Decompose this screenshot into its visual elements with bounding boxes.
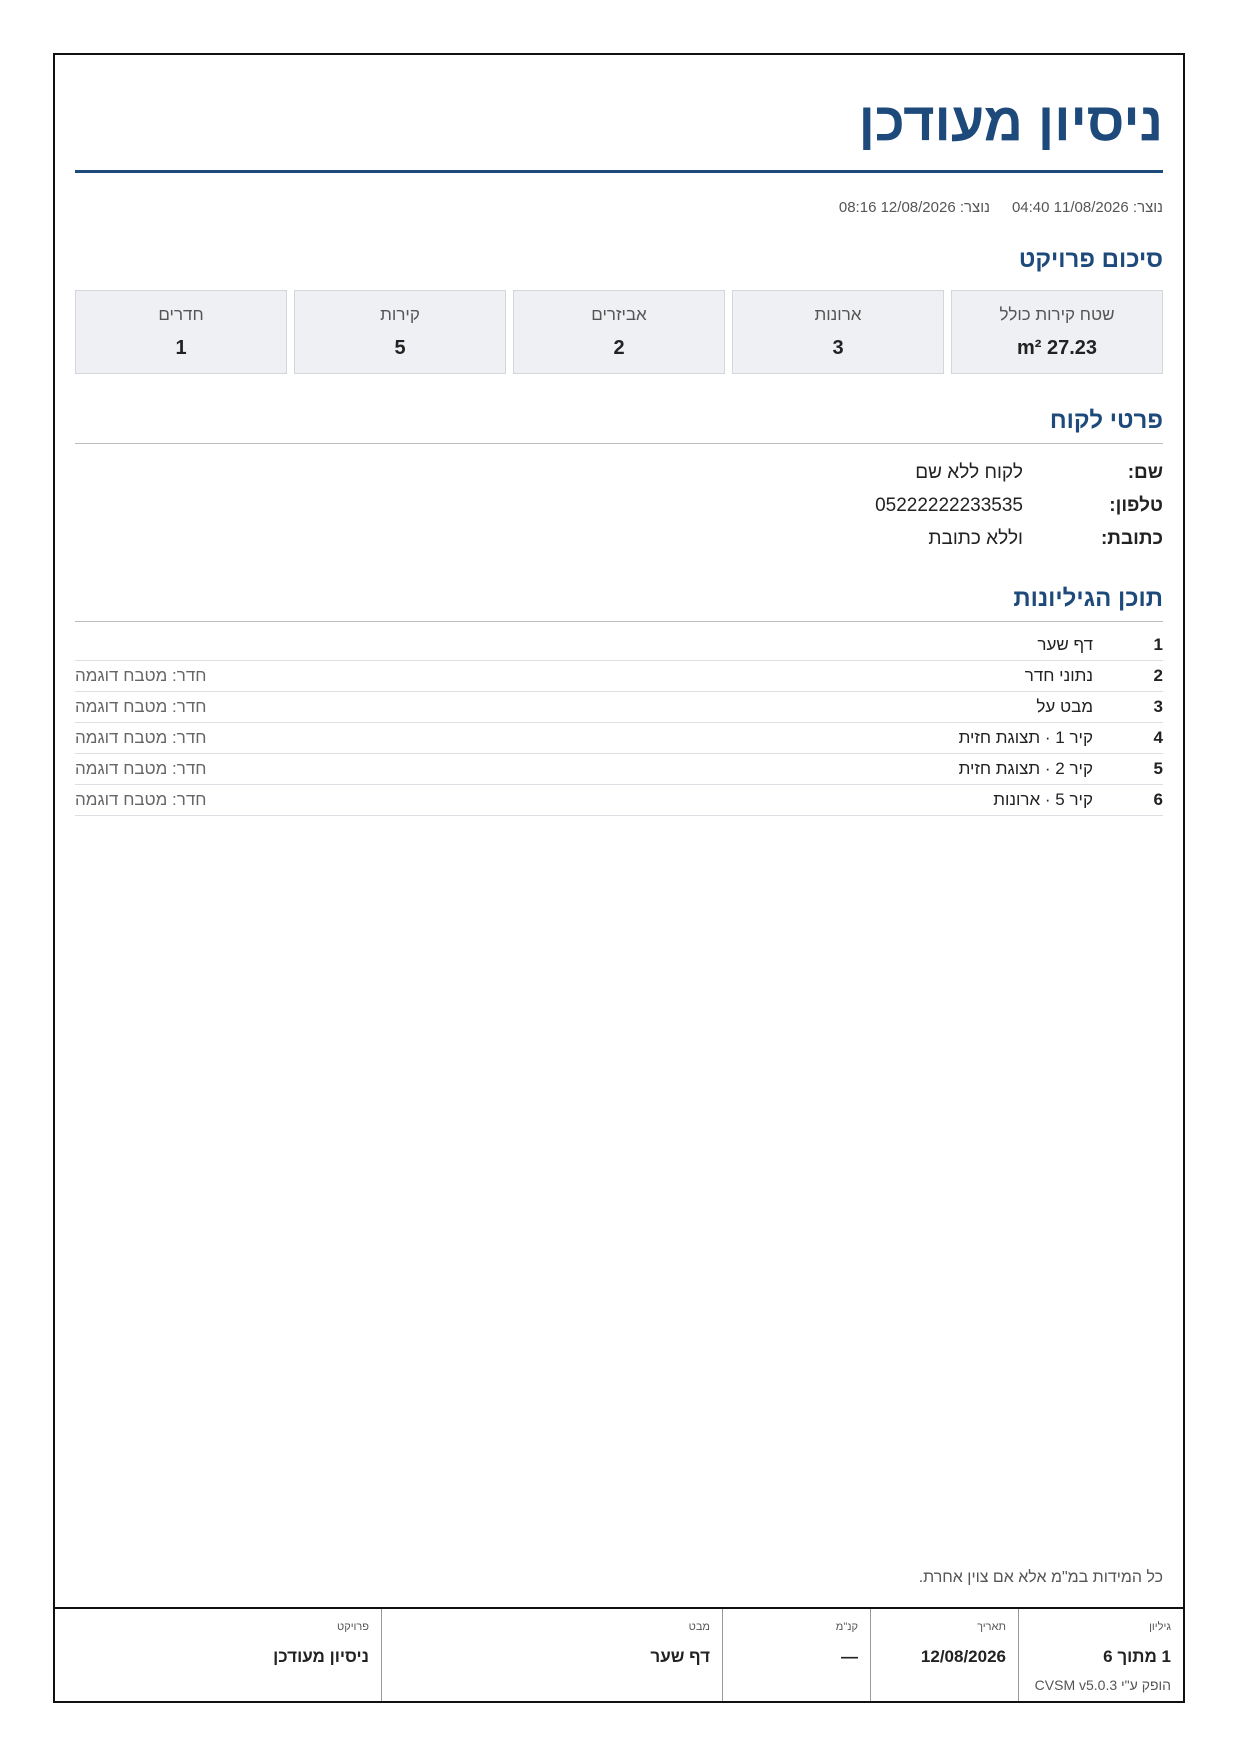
stat-label: קירות	[380, 305, 420, 325]
toc-row	[75, 723, 1163, 754]
toc-row	[75, 754, 1163, 785]
summary-title: סיכום פרויקט	[1018, 246, 1163, 274]
created-dates	[75, 199, 1163, 216]
title-block-project	[55, 1609, 381, 1701]
client-key: כתובת:	[1100, 527, 1163, 549]
view-label: מבט	[688, 1621, 710, 1633]
stat-label: חדרים	[158, 305, 204, 325]
sheet-value: 1 מתוך 6	[1103, 1647, 1171, 1666]
view-value: דף שער	[650, 1647, 710, 1666]
toc-row-name: קיר 1 · תצוגת חזית	[958, 728, 1093, 748]
project-value: ניסיון מעודכן	[273, 1647, 369, 1666]
stat-value: 2	[613, 337, 625, 360]
created-date-1: נוצר: 11/08/2026 04:40	[1011, 199, 1163, 217]
stat-value: 1	[175, 337, 187, 360]
date-value: 12/08/2026	[920, 1647, 1006, 1666]
sheet-label: גיליון	[1149, 1621, 1171, 1633]
dimensions-note: כל המידות במ"מ אלא אם צוין אחרת.	[918, 1569, 1163, 1586]
stat-value: 5	[394, 337, 406, 360]
client-value: לקוח ללא שם	[915, 461, 1023, 483]
title-block-date	[870, 1609, 1018, 1701]
scale-value: —	[841, 1647, 858, 1666]
stat-value: 3	[832, 337, 844, 360]
title-block-sheet	[1018, 1609, 1183, 1701]
stat-card-walls	[294, 290, 506, 374]
page-content	[75, 55, 1163, 816]
client-row-address	[75, 522, 1163, 555]
toc-title: תוכן הגיליונות	[1013, 585, 1163, 613]
toc-row-number: 5	[1153, 759, 1163, 779]
title-block	[55, 1607, 1183, 1701]
stat-label: שטח קירות כולל	[999, 305, 1115, 325]
date-label: תאריך	[977, 1621, 1006, 1633]
stat-card-cabinets	[732, 290, 944, 374]
client-details	[75, 456, 1163, 555]
document-title: ניסיון מעודכן	[858, 92, 1163, 152]
stat-card-rooms	[75, 290, 287, 374]
toc-row	[75, 785, 1163, 816]
toc-row-name: מבט על	[1036, 697, 1093, 717]
toc-row	[75, 630, 1163, 661]
toc-row-room: חדר: מטבח דוגמה	[75, 666, 207, 686]
project-label: פרויקט	[337, 1621, 369, 1633]
toc-row-room: חדר: מטבח דוגמה	[75, 759, 207, 779]
toc-divider	[75, 621, 1163, 622]
toc-row	[75, 661, 1163, 692]
toc-row-room: חדר: מטבח דוגמה	[75, 790, 207, 810]
toc-row-room: חדר: מטבח דוגמה	[75, 728, 207, 748]
client-divider	[75, 443, 1163, 444]
toc-row-number: 3	[1153, 697, 1163, 717]
stat-label: אביזרים	[591, 305, 647, 325]
client-row-phone	[75, 489, 1163, 522]
toc-row-number: 1	[1153, 635, 1163, 655]
client-row-name	[75, 456, 1163, 489]
title-divider	[75, 170, 1163, 173]
toc-row-name: נתוני חדר	[1024, 666, 1093, 686]
toc-row-number: 4	[1153, 728, 1163, 748]
page-frame	[53, 53, 1185, 1703]
title-block-scale	[722, 1609, 870, 1701]
summary-stats	[75, 290, 1163, 374]
title-block-view	[381, 1609, 722, 1701]
client-title: פרטי לקוח	[1049, 407, 1163, 435]
scale-label: קנ"מ	[835, 1621, 858, 1633]
stat-card-wall-area	[951, 290, 1163, 374]
client-value: וללא כתובת	[928, 527, 1023, 549]
toc-row-name: דף שער	[1037, 635, 1093, 655]
toc-row-name: קיר 2 · תצוגת חזית	[958, 759, 1093, 779]
toc-row-number: 2	[1153, 666, 1163, 686]
toc-row	[75, 692, 1163, 723]
toc-list	[75, 630, 1163, 816]
stat-card-accessories	[513, 290, 725, 374]
client-key: טלפון:	[1109, 494, 1163, 516]
toc-row-room: חדר: מטבח דוגמה	[75, 697, 207, 717]
stat-value: 27.23 m²	[1016, 337, 1098, 360]
client-value: 05222222233535	[875, 494, 1023, 516]
created-date-2: נוצר: 12/08/2026 08:16	[838, 199, 990, 217]
toc-row-number: 6	[1153, 790, 1163, 810]
issued-by: הופק ע"י CVSM v5.0.3	[1034, 1677, 1171, 1693]
client-key: שם:	[1127, 461, 1163, 483]
toc-row-name: קיר 5 · ארונות	[993, 790, 1093, 810]
stat-label: ארונות	[814, 305, 862, 325]
